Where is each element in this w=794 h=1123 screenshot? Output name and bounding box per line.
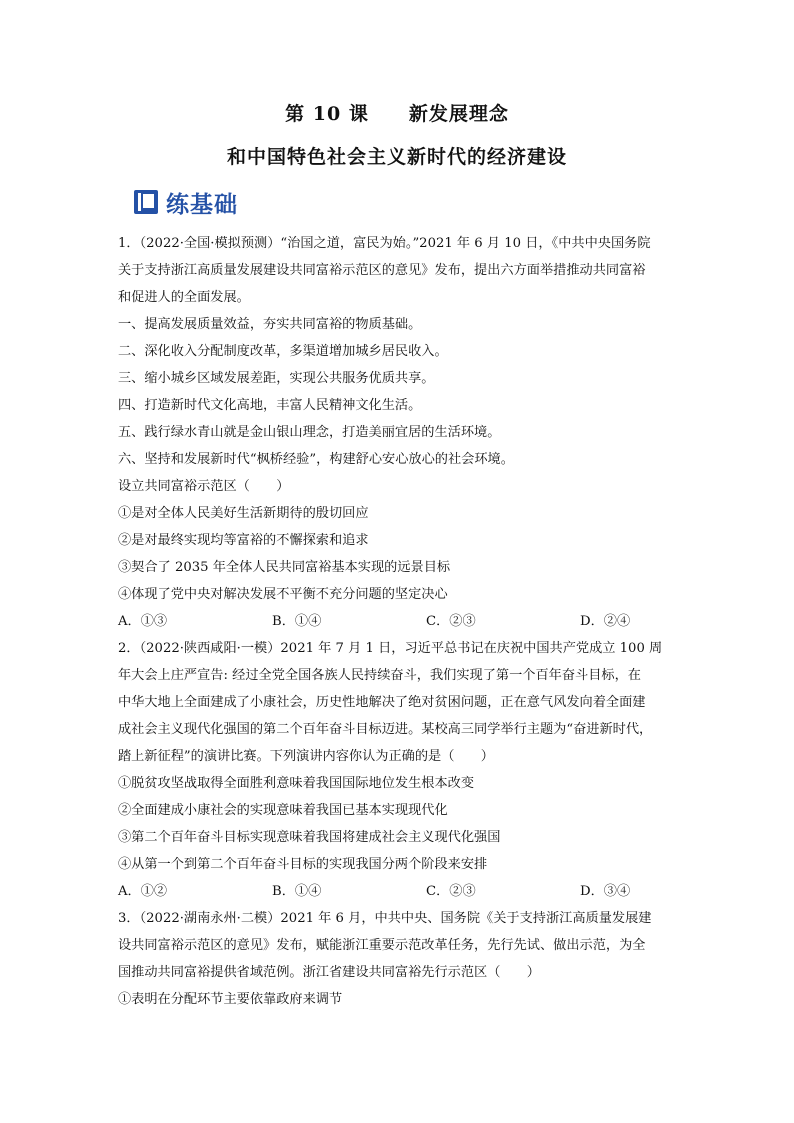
question-3 <box>118 905 684 1013</box>
question-stem-line: 3．（2022·湖南永州·二模）2021 年 6 月，中共中央、国务院《关于支持浙江高质量发展建 <box>118 911 652 926</box>
question-stem-line: 1．（2022·全国·模拟预测）“治国之道，富民为始。”2021 年 6 月 10 日，《中共中央国务院 <box>118 236 651 251</box>
question-prompt: 设立共同富裕示范区（ ） <box>118 479 290 494</box>
statement-option: ③契合了 2035 年全体人民共同富裕基本实现的远景目标 <box>118 560 451 575</box>
list-item: 二、深化收入分配制度改革，多渠道增加城乡居民收入。 <box>118 344 448 359</box>
choice-a: A．①② <box>118 884 168 899</box>
choice-c: C．②③ <box>426 884 476 899</box>
choice-b: B．①④ <box>272 884 322 899</box>
question-stem-line: 关于支持浙江高质量发展建设共同富裕示范区的意见》发布，提出六方面举措推动共同富裕 <box>118 263 646 278</box>
statement-option: ①是对全体人民美好生活新期待的殷切回应 <box>118 506 369 521</box>
lesson-title: 第 10 课 新发展理念 <box>285 103 509 125</box>
statement-option: ④从第一个到第二个百年奋斗目标的实现我国分两个阶段来安排 <box>118 857 488 872</box>
statement-option: ④体现了党中央对解决发展不平衡不充分问题的坚定决心 <box>118 587 448 602</box>
question-list <box>118 230 684 1013</box>
statement-option: ①表明在分配环节主要依靠政府来调节 <box>118 992 343 1007</box>
question-stem-line: 年大会上庄严宣告: 经过全党全国各族人民持续奋斗，我们实现了第一个百年奋斗目标，在 <box>118 668 641 683</box>
question-stem-line: 设共同富裕示范区的意见》发布，赋能浙江重要示范改革任务，先行先试、做出示范，为全 <box>118 938 646 953</box>
section-label: 练基础 <box>166 191 238 218</box>
question-1 <box>118 230 684 635</box>
list-item: 一、提高发展质量效益，夯实共同富裕的物质基础。 <box>118 317 422 332</box>
choice-c: C．②③ <box>426 614 476 629</box>
question-stem-line: 成社会主义现代化强国的第二个百年奋斗目标迈进。某校高三同学举行主题为“奋进新时代， <box>118 722 653 737</box>
lesson-subtitle: 和中国特色社会主义新时代的经济建设 <box>226 146 567 168</box>
question-stem-line: 踏上新征程”的演讲比赛。下列演讲内容你认为正确的是（ ） <box>118 749 494 764</box>
list-item: 三、缩小城乡区域发展差距，实现公共服务优质共享。 <box>118 371 435 386</box>
choice-d: D．②④ <box>580 614 631 629</box>
question-stem-line: 中华大地上全面建成了小康社会，历史性地解决了绝对贫困问题，正在意气风发向着全面建 <box>118 695 646 710</box>
choice-b: B．①④ <box>272 614 322 629</box>
statement-option: ②是对最终实现均等富裕的不懈探索和追求 <box>118 533 369 548</box>
list-item: 四、打造新时代文化高地，丰富人民精神文化生活。 <box>118 398 422 413</box>
statement-option: ③第二个百年奋斗目标实现意味着我国将建成社会主义现代化强国 <box>118 830 501 845</box>
statement-option: ①脱贫攻坚战取得全面胜利意味着我国国际地位发生根本改变 <box>118 776 475 791</box>
choice-a: A．①③ <box>118 614 168 629</box>
question-stem-line: 国推动共同富裕提供省域范例。浙江省建设共同富裕先行示范区（ ） <box>118 965 540 980</box>
question-stem-line: 2．（2022·陕西咸阳·一模）2021 年 7 月 1 日，习近平总书记在庆祝中国共产党成立 100 周 <box>118 641 663 656</box>
answer-choices <box>118 878 684 905</box>
question-2 <box>118 635 684 905</box>
answer-choices <box>118 608 684 635</box>
section-header <box>132 186 238 218</box>
book-icon <box>132 188 160 216</box>
question-stem-line: 和促进人的全面发展。 <box>118 290 250 305</box>
list-item: 六、坚持和发展新时代“枫桥经验”，构建舒心安心放心的社会环境。 <box>118 452 514 467</box>
choice-d: D．③④ <box>580 884 631 899</box>
list-item: 五、践行绿水青山就是金山银山理念，打造美丽宜居的生活环境。 <box>118 425 501 440</box>
statement-option: ②全面建成小康社会的实现意味着我国已基本实现现代化 <box>118 803 448 818</box>
